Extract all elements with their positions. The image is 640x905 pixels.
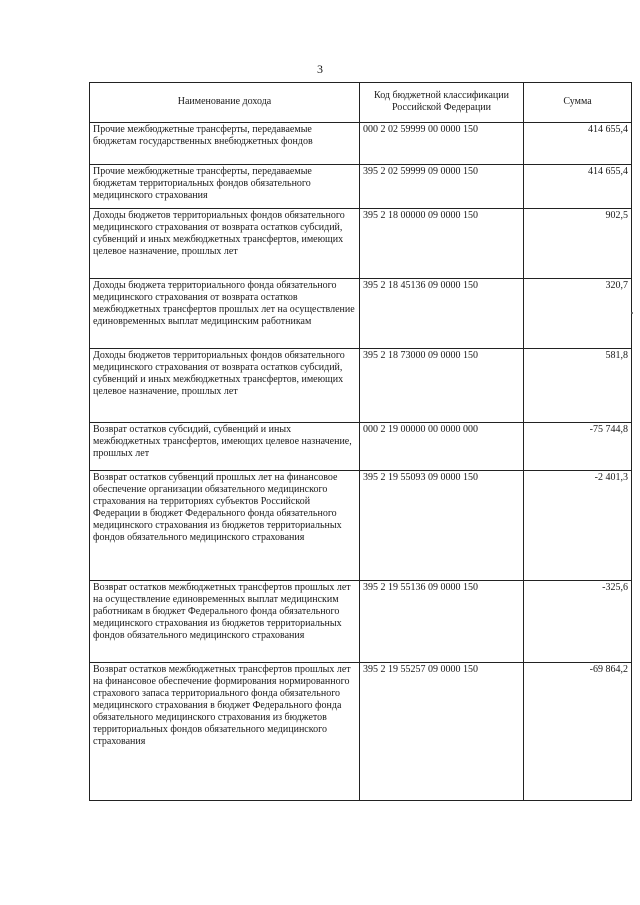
table-row [90, 165, 632, 209]
table-row [90, 279, 632, 349]
row-code: 000 2 02 59999 00 0000 150 [360, 123, 524, 165]
row-amount: -325,6 [524, 581, 632, 663]
table-row [90, 123, 632, 165]
row-name: Возврат остатков субвенций прошлых лет на финансовое обеспечение организации обязательного медицинского страхования на территориях субъектов Российской Федерации в бюджет Федерального фонда обязательного медицинского страхования из бюджетов территориальных фондов обязательного медицинского страхования [90, 471, 360, 581]
table-row [90, 581, 632, 663]
row-code: 395 2 18 73000 09 0000 150 [360, 349, 524, 423]
row-code: 395 2 19 55136 09 0000 150 [360, 581, 524, 663]
row-code: 395 2 18 00000 09 0000 150 [360, 209, 524, 279]
table-row [90, 471, 632, 581]
table-header-row [90, 83, 632, 123]
row-amount: 414 655,4 [524, 165, 632, 209]
table-row [90, 423, 632, 471]
row-code: 395 2 19 55093 09 0000 150 [360, 471, 524, 581]
table-row [90, 349, 632, 423]
scan-speck [631, 312, 633, 314]
row-name: Доходы бюджета территориального фонда обязательного медицинского страхования от возврата остатков межбюджетных трансфертов прошлых лет на осуществление единовременных выплат медицинским работникам [90, 279, 360, 349]
row-name: Доходы бюджетов территориальных фондов обязательного медицинского страхования от возврата остатков субсидий, субвенций и иных межбюджетных трансфертов, имеющих целевое назначение, прошлых лет [90, 209, 360, 279]
table-row [90, 663, 632, 801]
row-amount: -69 864,2 [524, 663, 632, 801]
row-code: 395 2 02 59999 09 0000 150 [360, 165, 524, 209]
row-code: 395 2 18 45136 09 0000 150 [360, 279, 524, 349]
row-amount: -2 401,3 [524, 471, 632, 581]
row-amount: 581,8 [524, 349, 632, 423]
header-name: Наименование дохода [90, 83, 360, 123]
income-table [89, 82, 632, 801]
row-name: Прочие межбюджетные трансферты, передаваемые бюджетам государственных внебюджетных фондов [90, 123, 360, 165]
row-amount: 902,5 [524, 209, 632, 279]
row-name: Прочие межбюджетные трансферты, передаваемые бюджетам территориальных фондов обязательного медицинского страхования [90, 165, 360, 209]
row-code: 000 2 19 00000 00 0000 000 [360, 423, 524, 471]
row-code: 395 2 19 55257 09 0000 150 [360, 663, 524, 801]
row-name: Доходы бюджетов территориальных фондов обязательного медицинского страхования от возврата остатков субсидий, субвенций и иных межбюджетных трансфертов, имеющих целевое назначение, прошлых лет [90, 349, 360, 423]
row-name: Возврат остатков межбюджетных трансфертов прошлых лет на финансовое обеспечение формирования нормированного страхового запаса территориального фонда обязательного медицинского страхования в бюджет Федерального фонда обязательного медицинского страхования из бюджетов территориальных фондов обязательного медицинского страхования [90, 663, 360, 801]
header-code: Код бюджетной классификации Российской Федерации [360, 83, 524, 123]
header-amount: Сумма [524, 83, 632, 123]
row-amount: 320,7 [524, 279, 632, 349]
row-name: Возврат остатков субсидий, субвенций и иных межбюджетных трансфертов, имеющих целевое назначение, прошлых лет [90, 423, 360, 471]
row-amount: 414 655,4 [524, 123, 632, 165]
row-name: Возврат остатков межбюджетных трансфертов прошлых лет на осуществление единовременных выплат медицинским работникам в бюджет Федерального фонда обязательного медицинского страхования из бюджетов территориальных фондов обязательного медицинского страхования [90, 581, 360, 663]
row-amount: -75 744,8 [524, 423, 632, 471]
table-row [90, 209, 632, 279]
page-number: 3 [317, 62, 323, 76]
